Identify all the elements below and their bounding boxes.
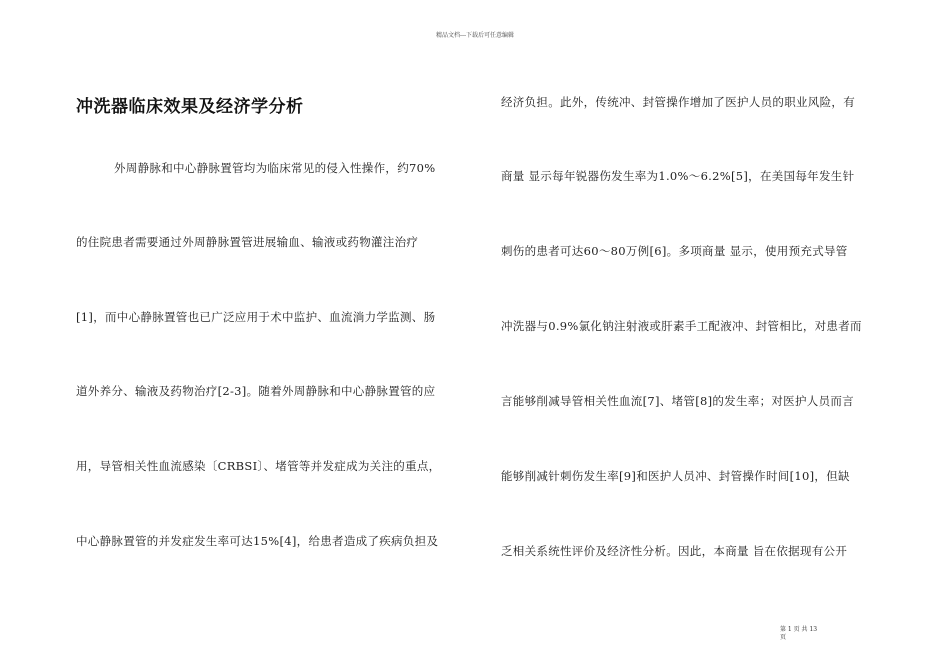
paragraph-line: 冲洗器与0.9%氯化钠注射液或肝素手工配液冲、封管相比，对患者而 (501, 319, 862, 333)
page-number-line: 页 (780, 634, 787, 641)
paragraph-line: 乏相关系统性评价及经济性分析。因此，本商量 旨在依据现有公开 (501, 544, 848, 558)
paragraph-line: 外周静脉和中心静脉置管均为临床常见的侵入性操作，约70% (114, 161, 436, 175)
paragraph-line: 用，导管相关性血流感染〔CRBSI〕、堵管等并发症成为关注的重点， (76, 459, 441, 473)
document-title: 冲洗器临床效果及经济学分析 (76, 97, 304, 117)
page-number-line: 第 1 页 共 13 (780, 626, 818, 633)
paragraph-line: [1]，而中心静脉置管也已广泛应用于术中监护、血流淌力学监测、肠 (76, 310, 436, 324)
paragraph-line: 言能够削减导管相关性血流[7]、堵管[8]的发生率；对医护人员而言 (501, 394, 854, 408)
paragraph-line: 刺伤的患者可达60～80万例[6]。多项商量 显示，使用预充式导管 (501, 244, 848, 258)
paragraph-line: 中心静脉置管的并发症发生率可达15%[4]，给患者造成了疾病负担及 (76, 534, 439, 548)
paragraph-line: 能够削减针刺伤发生率[9]和医护人员冲、封管操作时间[10]，但缺 (501, 469, 850, 483)
header-note: 精品文档---下载后可任意编辑 (435, 32, 515, 39)
paragraph-line: 的住院患者需要通过外周静脉置管进展输血、输液或药物灌注治疗 (76, 235, 419, 249)
paragraph-line: 经济负担。此外，传统冲、封管操作增加了医护人员的职业风险，有 (501, 95, 855, 109)
paragraph-line: 道外养分、输液及药物治疗[2-3]。随着外周静脉和中心静脉置管的应 (76, 384, 436, 398)
paragraph-line: 商量 显示每年锐器伤发生率为1.0%～6.2%[5]，在美国每年发生针 (501, 169, 855, 183)
page-number (780, 626, 817, 642)
